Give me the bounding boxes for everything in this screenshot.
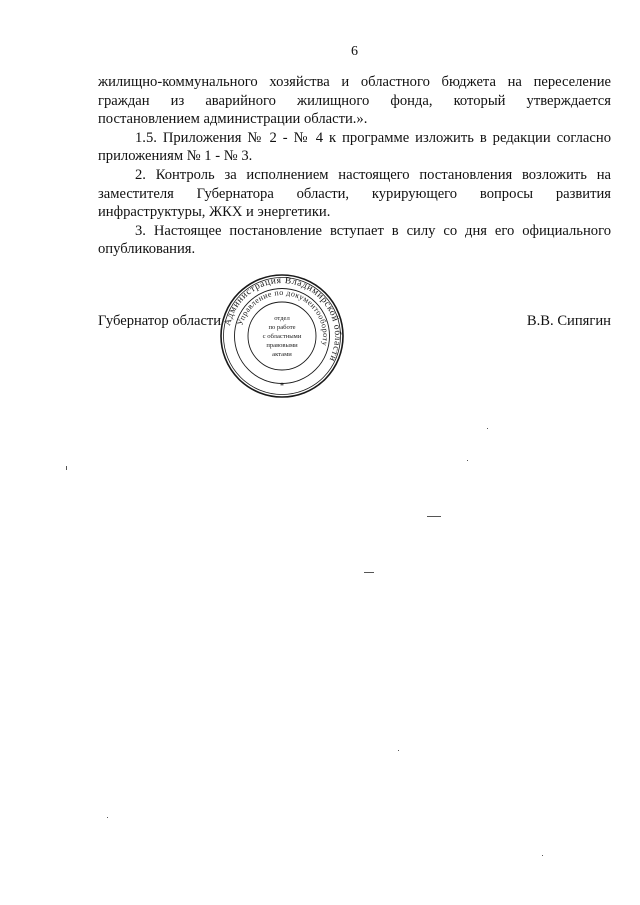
scan-speck xyxy=(467,460,468,461)
scan-speck xyxy=(542,855,543,856)
scan-speck xyxy=(427,516,441,517)
stamp-center-line: по работе xyxy=(268,324,296,331)
signer-title: Губернатор области xyxy=(98,313,222,329)
scan-speck xyxy=(487,428,488,429)
stamp-star-icon: * xyxy=(279,381,285,391)
signer-name: В.В. Сипягин xyxy=(526,313,611,329)
stamp-inner-ring-text: Управление по документообороту xyxy=(235,287,331,347)
paragraph-2: 2. Контроль за исполнением настоящего постановления возложить на заместителя Губернатора области, курирующего вопросы развития инфраструктуры, ЖКХ и энергетики. xyxy=(98,166,611,221)
page-number: 6 xyxy=(351,44,358,59)
stamp-outer-ring-text: Администрация Владимирской области xyxy=(223,275,343,364)
official-stamp xyxy=(218,272,346,400)
stamp-center-line: актами xyxy=(272,351,292,358)
scan-speck xyxy=(107,817,108,818)
scan-speck xyxy=(364,572,374,573)
paragraph-1-5: 1.5. Приложения № 2 - № 4 к программе изложить в редакции согласно приложениям № 1 - № 3. xyxy=(98,129,611,165)
scan-speck xyxy=(66,466,67,470)
signature-block xyxy=(98,313,611,333)
paragraph-continuation: жилищно-коммунального хозяйства и областного бюджета на переселение граждан из аварийного жилищного фонда, который утверждается постановлением администрации области.». xyxy=(98,74,611,128)
scan-speck xyxy=(398,750,399,751)
stamp-center-line: правовыми xyxy=(266,342,298,349)
stamp-center-line: отдел xyxy=(274,315,290,322)
paragraph-3: 3. Настоящее постановление вступает в силу со дня его официального опубликования. xyxy=(98,222,611,258)
stamp-center-line: с областными xyxy=(262,333,302,340)
document-body xyxy=(98,73,611,259)
